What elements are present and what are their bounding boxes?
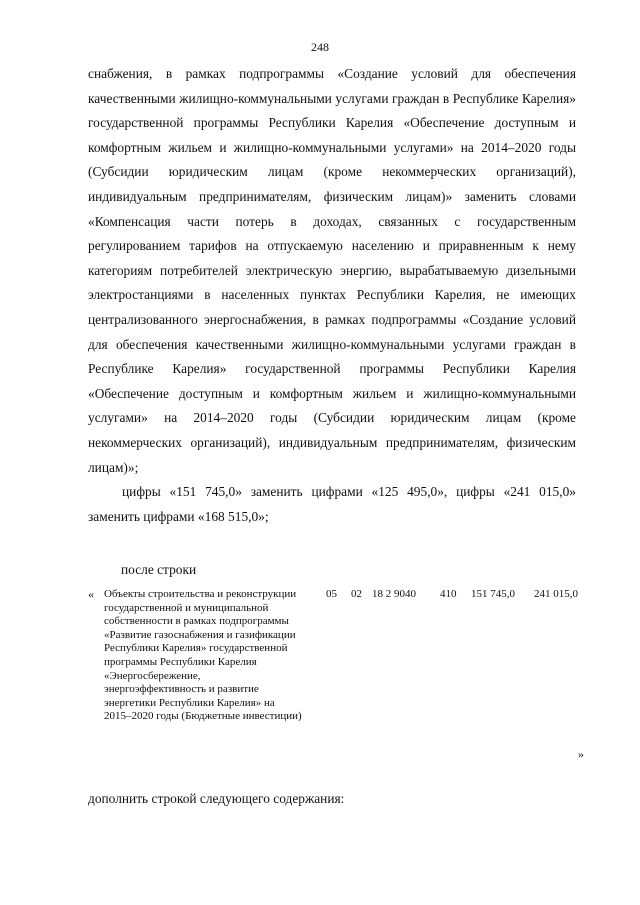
paragraph-2: цифры «151 745,0» заменить цифрами «125 495,0», цифры «241 015,0» заменить цифрами «168 515,0»; bbox=[88, 484, 576, 524]
paragraph-1: снабжения, в рамках подпрограммы «Создание условий для обеспечения качественными жилищно-коммунальными услугами граждан в Республике Карелия» государственной программы Республики Карелия «Обеспечение доступным и комфортным жильем и жилищно-коммунальными услугами» на 2014–2020 годы (Субсидии юридическим лицам (кроме некоммерческих организаций), индивидуальным предпринимателям, физическим лицам)» заменить словами «Компенсация части потерь в доходах, связанных с государственным регулированием тарифов на отпускаемую населению и приравненным к нему категориям потребителей электрическую энергию, вырабатываемую дизельными электростанциями в населенных пунктах Республики Карелия, не имеющих централизованного энергоснабжения, в рамках подпрограммы «Создание условий для обеспечения качественными жилищно-коммунальными услугами граждан в Республике Карелия» государственной программы Республики Карелия «Обеспечение доступным и комфортным жильем и жилищно-коммунальными услугами» на 2014–2020 годы (Субсидии юридическим лицам (кроме некоммерческих организаций), индивидуальным предпринимателям, физическим лицам)»; bbox=[88, 66, 576, 475]
value-1: 151 745,0 bbox=[471, 588, 515, 600]
subsection-code: 02 bbox=[351, 588, 362, 600]
close-quote: » bbox=[578, 747, 584, 761]
table-row bbox=[88, 588, 588, 778]
body-text bbox=[88, 62, 576, 529]
article-code: 18 2 9040 bbox=[372, 588, 416, 600]
value-2: 241 015,0 bbox=[534, 588, 578, 600]
page-number: 248 bbox=[311, 40, 329, 54]
expense-type-code: 410 bbox=[440, 588, 457, 600]
final-line: дополнить строкой следующего содержания: bbox=[88, 791, 345, 806]
row-name: Объекты строительства и реконструкции государственной и муниципальной собственности в рамках подпрограммы «Развитие газоснабжения и газификации Республики Карелия» государственной программы Республики Карелия «Энергосбережение, энергоэффективность и развитие энергетики Республики Карелия» на 2015–2020 годы (Бюджетные инвестиции) bbox=[104, 588, 302, 723]
section-code: 05 bbox=[326, 588, 337, 600]
open-quote: « bbox=[88, 587, 94, 601]
after-row-label: после строки bbox=[121, 562, 197, 577]
